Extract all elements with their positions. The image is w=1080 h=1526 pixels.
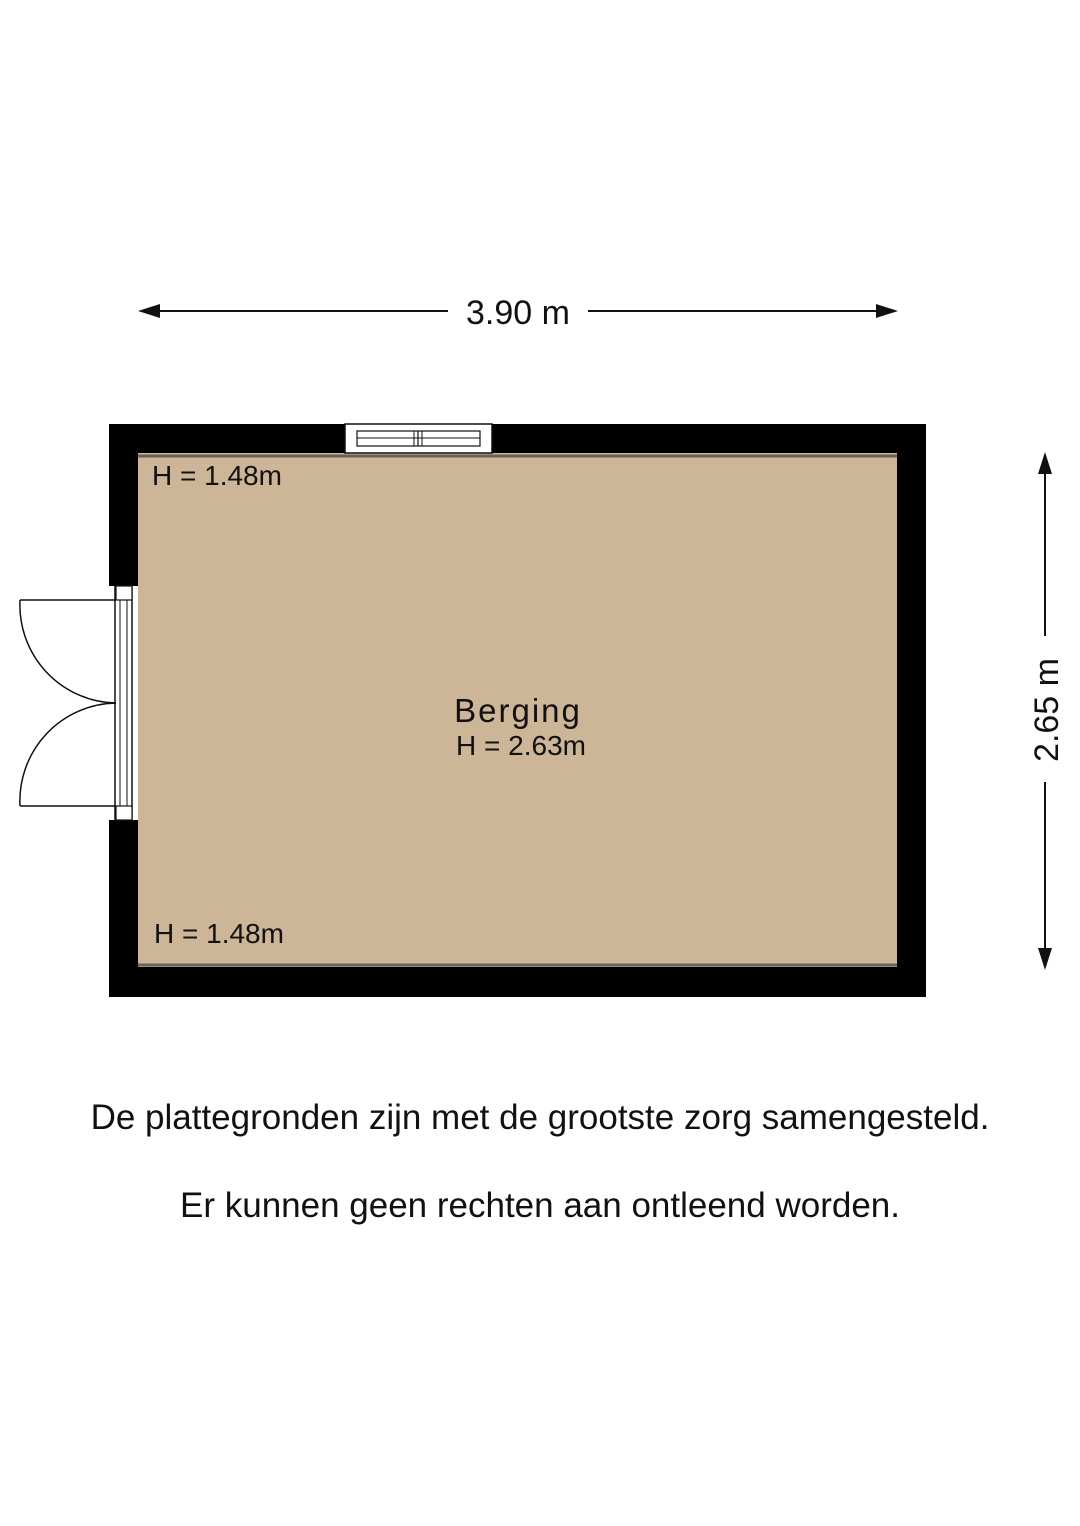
arrow-down-icon xyxy=(1038,948,1052,970)
width-dimension xyxy=(138,294,898,332)
disclaimer-line-2: Er kunnen geen rechten aan ontleend worden. xyxy=(180,1186,900,1225)
room-name: Berging xyxy=(454,692,582,729)
width-label: 3.90 m xyxy=(466,294,570,332)
arrow-right-icon xyxy=(876,304,898,318)
room-height: H = 2.63m xyxy=(456,730,586,761)
corner-height-bottom-left: H = 1.48m xyxy=(154,918,284,949)
corner-height-top-left: H = 1.48m xyxy=(152,460,282,491)
depth-label: 2.65 m xyxy=(1028,658,1066,762)
disclaimer-line-1: De plattegronden zijn met de grootste zorg samengesteld. xyxy=(90,1098,990,1137)
window xyxy=(345,424,492,453)
arrow-left-icon xyxy=(138,304,160,318)
depth-dimension xyxy=(1028,452,1066,970)
arrow-up-icon xyxy=(1038,452,1052,474)
double-door xyxy=(20,586,138,820)
